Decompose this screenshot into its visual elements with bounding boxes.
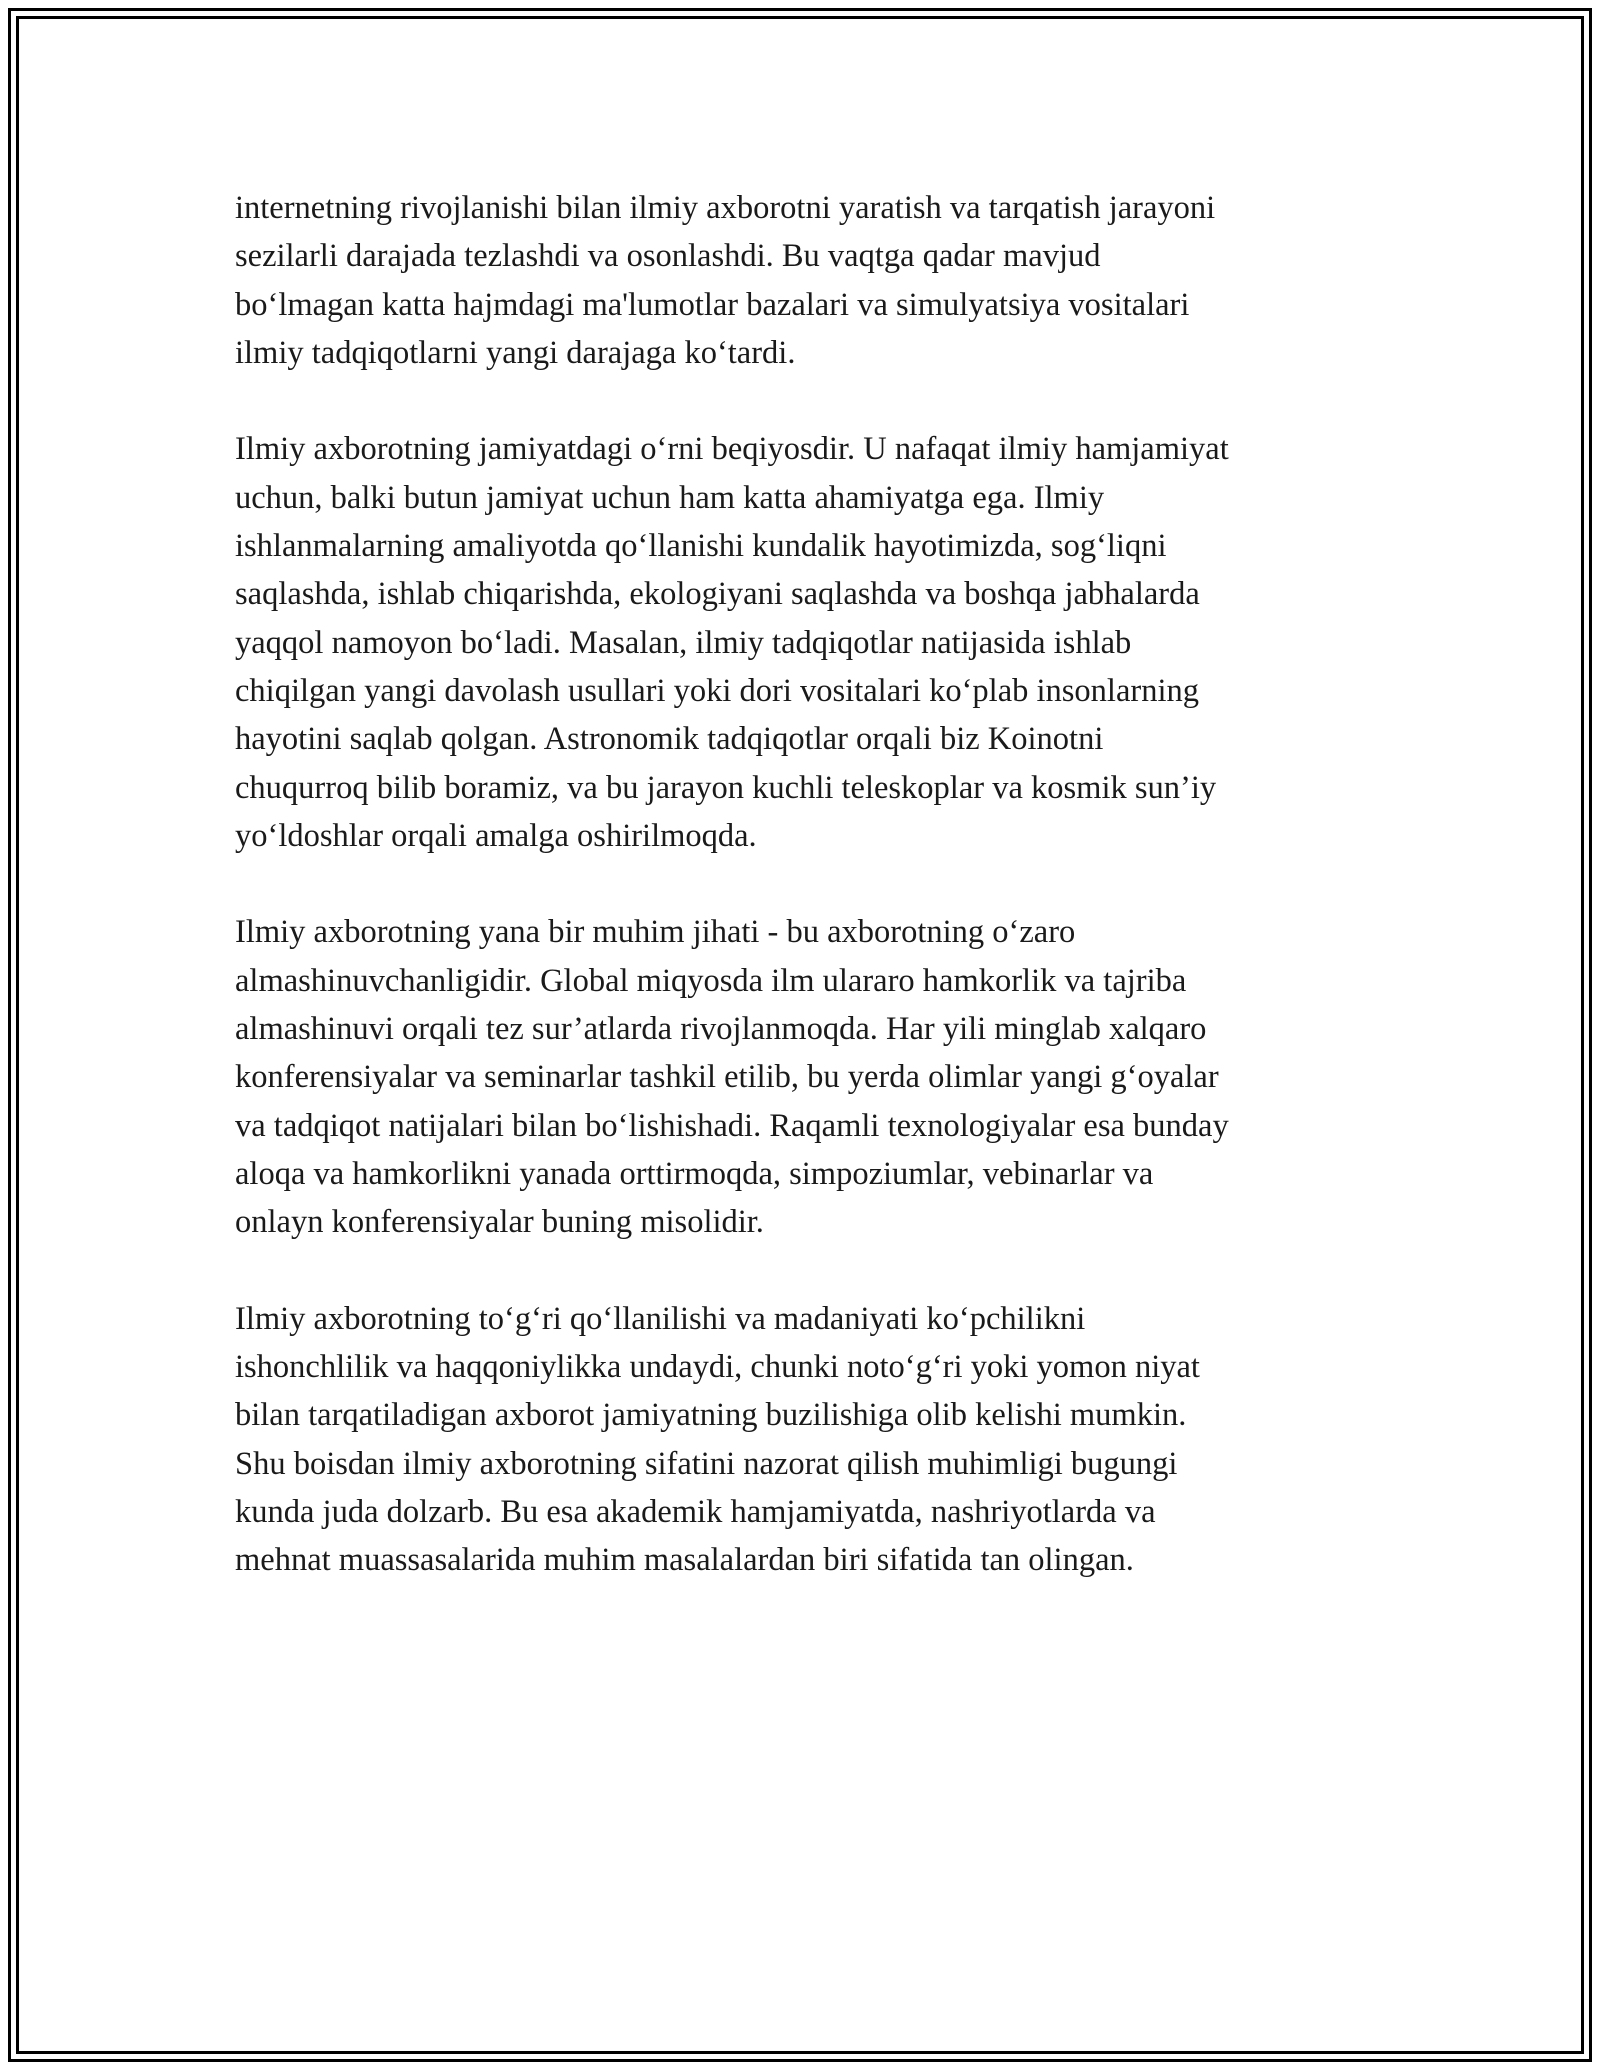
text-line: yo‘ldoshlar orqali amalga oshirilmoqda. [235,817,757,854]
text-line: almashinuvi orqali tez sur’atlarda rivojlanmoqda. Har yili minglab xalqaro [235,1011,1207,1048]
text-line: kunda juda dolzarb. Bu esa akademik hamjamiyatda, nashriyotlarda va [235,1494,1156,1531]
text-line: uchun, balki butun jamiyat uchun ham katta ahamiyatga ega. Ilmiy [235,479,1105,516]
paragraph-1 [235,184,1375,377]
text-line: Shu boisdan ilmiy axborotning sifatini nazorat qilish muhimligi bugungi [235,1445,1178,1482]
text-line: internetning rivojlanishi bilan ilmiy axborotni yaratish va tarqatish jarayoni [235,190,1216,226]
document-body [235,184,1375,1633]
paragraph-2 [235,425,1375,860]
text-line: Ilmiy axborotning yana bir muhim jihati - bu axborotning o‘zaro [235,914,1076,951]
text-line: ishonchlilik va haqqoniylikka undaydi, chunki noto‘g‘ri yoki yomon niyat [235,1349,1200,1386]
text-line: hayotini saqlab qolgan. Astronomik tadqiqotlar orqali biz Koinotni [235,721,1104,758]
text-line: ishlanmalarning amaliyotda qo‘llanishi kundalik hayotimizda, sog‘liqni [235,528,1167,565]
text-line: saqlashda, ishlab chiqarishda, ekologiyani saqlashda va boshqa jabhalarda [235,576,1200,613]
text-line: bilan tarqatiladigan axborot jamiyatning buzilishiga olib kelishi mumkin. [235,1397,1187,1434]
text-line: Ilmiy axborotning to‘g‘ri qo‘llanilishi va madaniyati ko‘pchilikni [235,1300,1086,1337]
text-line: almashinuvchanligidir. Global miqyosda ilm ulararo hamkorlik va tajriba [235,962,1187,999]
text-line: sezilarli darajada tezlashdi va osonlashdi. Bu vaqtga qadar mavjud [235,238,1101,275]
paragraph-3 [235,908,1375,1246]
text-line: Ilmiy axborotning jamiyatdagi o‘rni beqiyosdir. U nafaqat ilmiy hamjamiyat [235,431,1229,468]
text-line: chuqurroq bilib boramiz, va bu jarayon kuchli teleskoplar va kosmik sun’iy [235,769,1217,806]
text-line: chiqilgan yangi davolash usullari yoki dori vositalari ko‘plab insonlarning [235,672,1199,709]
text-line: yaqqol namoyon bo‘ladi. Masalan, ilmiy tadqiqotlar natijasida ishlab [235,624,1132,661]
paragraph-4 [235,1295,1375,1585]
text-line: onlayn konferensiyalar buning misolidir. [235,1204,764,1241]
text-line: mehnat muassasalarida muhim masalalardan biri sifatida tan olingan. [235,1542,1134,1579]
text-line: va tadqiqot natijalari bilan bo‘lishishadi. Raqamli texnologiyalar esa bunday [235,1107,1229,1144]
text-line: aloqa va hamkorlikni yanada orttirmoqda, simpoziumlar, vebinarlar va [235,1155,1154,1192]
text-line: konferensiyalar va seminarlar tashkil etilib, bu yerda olimlar yangi g‘oyalar [235,1059,1219,1096]
text-line: ilmiy tadqiqotlarni yangi darajaga ko‘tardi. [235,334,796,371]
text-line: bo‘lmagan katta hajmdagi ma'lumotlar bazalari va simulyatsiya vositalari [235,286,1190,323]
